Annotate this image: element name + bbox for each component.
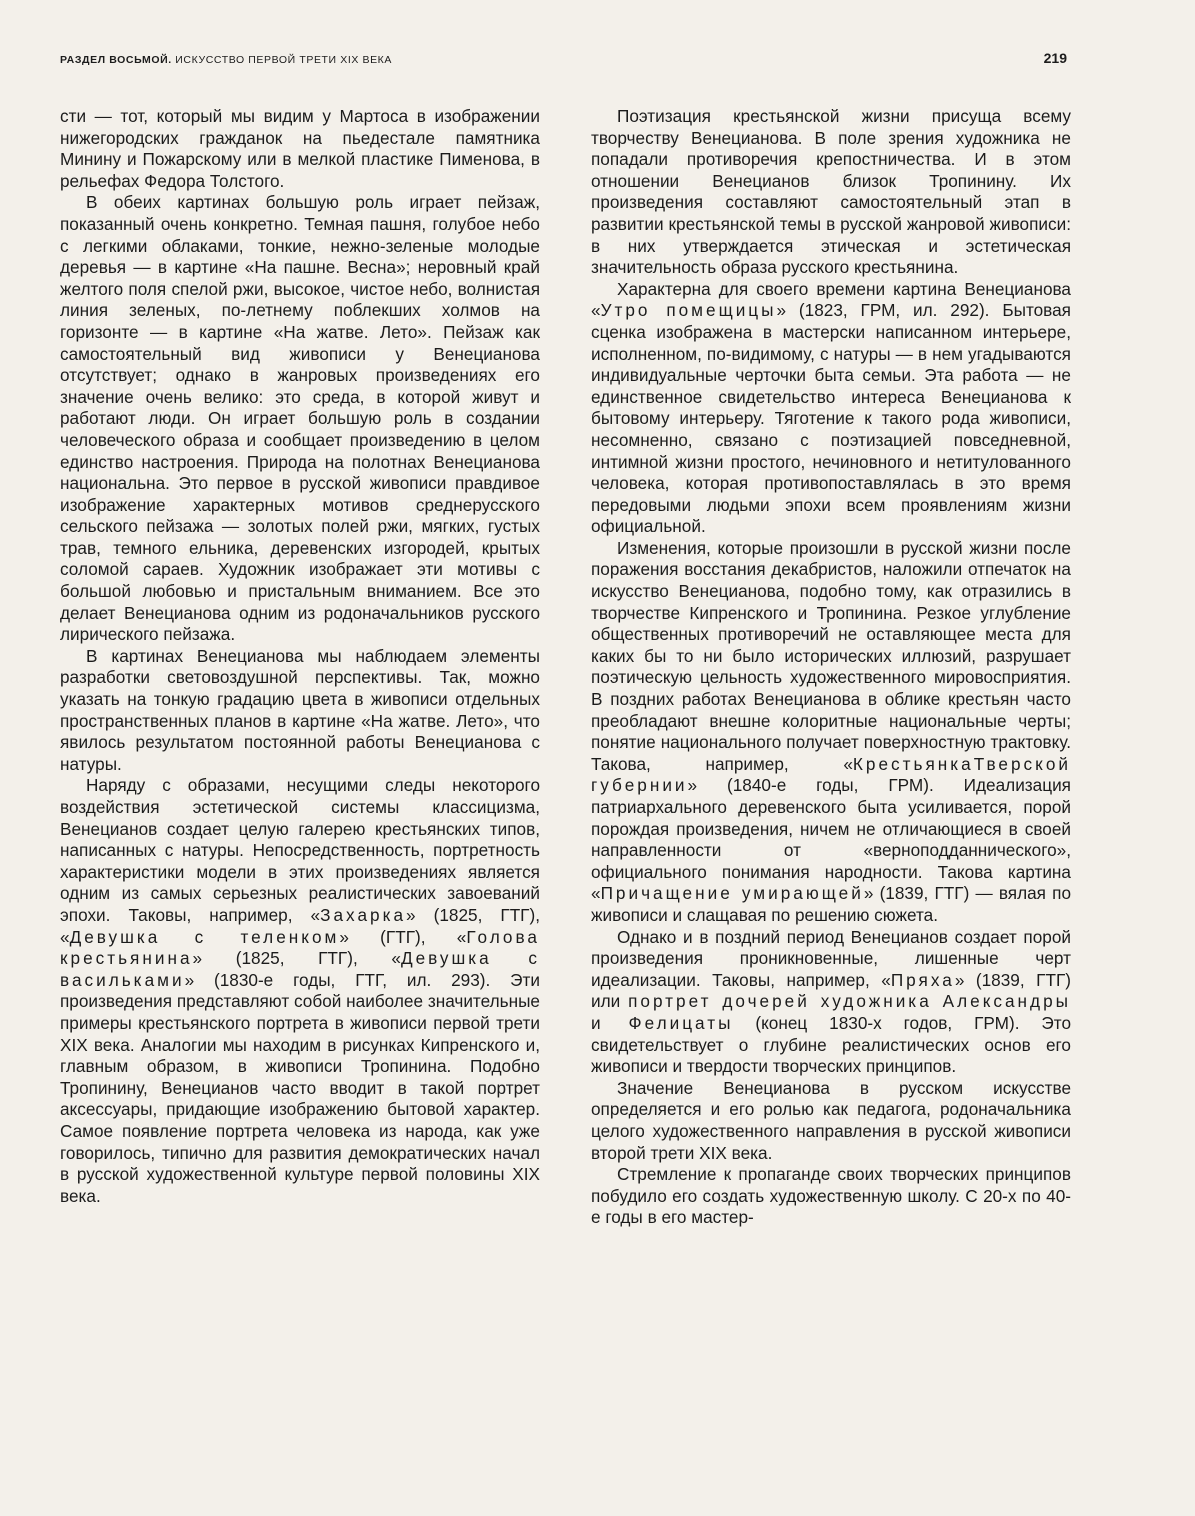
paragraph — [591, 927, 1071, 1078]
paragraph — [591, 538, 1071, 927]
artwork-title: Причащение умирающей — [600, 883, 864, 904]
artwork-title: Утро помещицы — [600, 300, 777, 321]
artwork-title: Девушка с васильками — [60, 948, 540, 990]
artwork-title: Захарка — [320, 904, 407, 925]
right-column — [591, 106, 1071, 1229]
text-run: Характерна для своего времени картина Венецианова « — [591, 278, 1071, 321]
text-run: » (1839, ГТГ) — вялая по живописи и слащавая по решению сюжета. — [591, 883, 1071, 925]
text-run: Однако и в поздний период Венецианов создает порой произведения проникновенные, лишенные черт идеализации. Таковы, например, « — [591, 926, 1071, 990]
text-run: » (1840-е годы, ГРМ). Идеализация патриархального деревенского быта усиливается, порой порождая произведения, ничем не отличающиеся в своей направленности от «верноподданнического», официального понимания народности. Такова картина « — [591, 775, 1071, 904]
artwork-title: КрестьянкаТверской губернии — [591, 753, 1071, 796]
paragraph: Поэтизация крестьянской жизни присуща всему творчеству Венецианова. В поле зрения художника не попадали противоречия крепостничества. И в этом отношении Венецианов близок Тропинину. Их произведения составляют самостоятельный этап в развитии крестьянской темы в русской жанровой живописи: в них утверждается этическая и эстетическая значительность образа русского крестьянина. — [591, 106, 1071, 278]
paragraph: В картинах Венецианова мы наблюдаем элементы разработки световоздушной перспективы. Так, можно указать на тонкую градацию цвета в живописи отдельных пространственных планов в картине «На жатве. Лето», что явилось результатом постоянной работы Венецианова с натуры. — [60, 645, 540, 774]
text-run: (конец 1830-х годов, ГРМ). Это свидетельствует о глубине реалистических основ его живописи и твердости творческих принципов. — [591, 1012, 1072, 1077]
left-column — [60, 106, 540, 1207]
text-run: Изменения, которые произошли в русской жизни после поражения восстания декабристов, наложили отпечаток на искусство Венецианова, подобно тому, как отразились в творчестве Кипренского и Тропинина. Резкое углубление общественных противоречий не оставляющее места для каких бы то ни было исторических иллюзий, разрушает поэтическую цельность художественного мировосприятия. В поздних работах Венецианова в облике крестьян часто преобладают внешне колоритные национальные черты; понятие национального получает поверхностную трактовку. Такова, например, « — [591, 537, 1071, 774]
paragraph: сти — тот, который мы видим у Мартоса в изображении нижегородских гражданок на пьедестале памятника Минину и Пожарскому или в мелкой пластике Пименова, в рельефах Федора Толстого. — [60, 106, 540, 191]
text-run: » (1839, ГТГ) или — [591, 969, 1071, 1012]
text-run: » (1830-е годы, ГТГ, ил. 293). Эти произведения представляют собой наиболее значительные примеры крестьянского портрета в живописи первой трети XIX века. Аналогии мы находим в рисунках Кипренского и, главным образом, в живописи Тропинина. Подобно Тропинину, Венецианов часто вводит в такой портрет аксессуары, придающие изображению бытовой характер. Самое появление портрета человека из народа, как уже говорилось, типично для развития демократических начал в русской художественной культуре первой половины XIX века. — [60, 969, 540, 1206]
paragraph — [60, 775, 540, 1207]
text-run: » (1825, ГТГ), « — [60, 904, 540, 947]
artwork-title: Пряха — [890, 969, 955, 990]
text-run: » (1825, ГТГ), « — [192, 948, 401, 969]
paragraph: В обеих картинах большую роль играет пейзаж, показанный очень конкретно. Темная пашня, голубое небо с легкими облаками, тонкие, нежно-зеленые молодые деревья — в картине «На пашне. Весна»; неровный край желтого поля спелой ржи, высокое, чистое небо, волнистая линия зеленых, по-летнему поблекших холмов на горизонте — в картине «На жатве. Лето». Пейзаж как самостоятельный вид живописи у Венецианова отсутствует; однако в жанровых произведениях его значение очень велико: это среда, в которой живут и работают люди. Он играет большую роль в создании человеческого образа и сообщает произведению в целом единство настроения. Природа на полотнах Венецианова национальна. Это первое в русской живописи правдивое изображение характерных мотивов среднерусского сельского пейзажа — золотых полей ржи, мягких, густых трав, темного ельника, деревенских изгородей, крытых соломой сараев. Художник изображает эти мотивы с большой любовью и пристальным вниманием. Все это делает Венецианова одним из родоначальников русского лирического пейзажа. — [60, 192, 540, 645]
page-number: 219 — [1043, 50, 1067, 66]
paragraph: Значение Венецианова в русском искусстве определяется и его ролью как педагога, родоначальника целого художественного направления в русской живописи второй трети XIX века. — [591, 1077, 1071, 1163]
section-title: ИСКУССТВО ПЕРВОЙ ТРЕТИ XIX ВЕКА — [175, 54, 392, 66]
artwork-title: Голова крестьянина — [60, 926, 540, 969]
artwork-title: Девушка с теленком — [69, 926, 340, 947]
section-label: РАЗДЕЛ ВОСЬМОЙ. — [60, 54, 172, 66]
text-run: Наряду с образами, несущими следы некоторого воздействия эстетической системы классицизма, Венецианов создает целую галерею крестьянских типов, написанных с натуры. Непосредственность, портретность характеристики модели в этих произведениях является одним из самых серьезных реалистических завоеваний эпохи. Таковы, например, « — [60, 775, 540, 925]
text-run: » (ГТГ), « — [339, 926, 467, 947]
paragraph: Стремление к пропаганде своих творческих принципов побудило его создать художественную школу. С 20-х по 40-е годы в его мастер- — [591, 1164, 1071, 1228]
artwork-title: портрет дочерей художника Александры и Фелицаты — [591, 991, 1071, 1033]
text-run: » (1823, ГРМ, ил. 292). Бытовая сценка изображена в мастерски написанном интерьере, исполненном, по-видимому, с натуры — в нем угадываются индивидуальные черточки быта семьи. Эта работа — не единственное свидетельство интереса Венецианова к бытовому интерьеру. Тяготение к такого рода живописи, несомненно, связано с поэтизацией повседневной, интимной жизни простого, нечиновного и нетитулованного человека, которая противопоставлялась в это время передовыми людьми эпохи всем проявлениям жизни официальной. — [591, 300, 1071, 537]
paragraph — [591, 279, 1071, 538]
running-head — [60, 54, 392, 66]
